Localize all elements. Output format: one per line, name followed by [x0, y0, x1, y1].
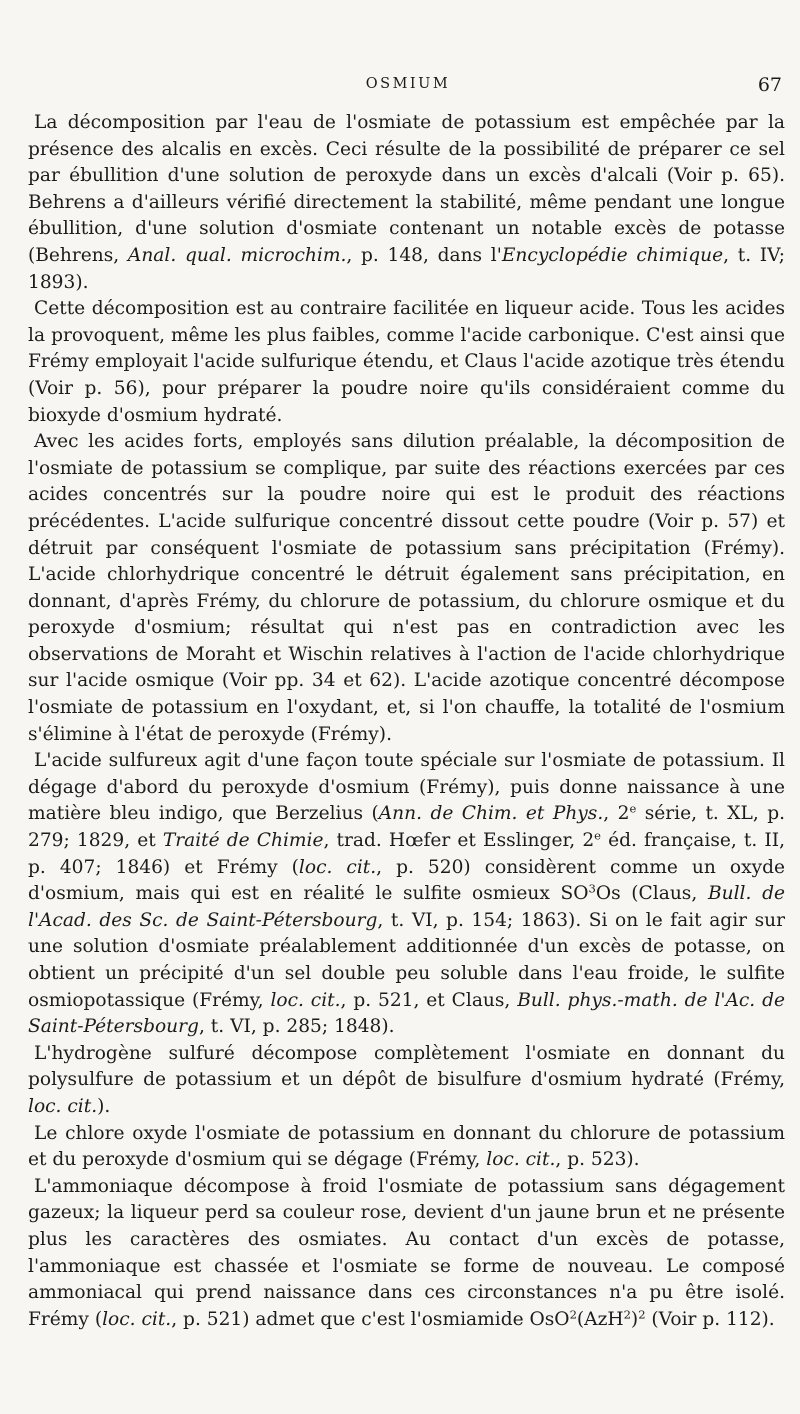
- paragraph: [28, 1041, 785, 1121]
- text-run: , trad. Hœfer et Esslinger, 2: [323, 830, 595, 852]
- text-run: (AzH: [576, 1308, 624, 1330]
- citation-italic: loc. cit.: [270, 989, 341, 1011]
- text-run: Os (Claus,: [595, 883, 708, 905]
- text-run: Le chlore oxyde l'osmiate de potassium en donnant du chlorure de potassium et du peroxyde d'osmium qui se dégage (Frémy,: [28, 1122, 785, 1171]
- text-run: , t. VI, p. 285; 1848).: [198, 1016, 395, 1038]
- text-run: ): [630, 1308, 639, 1330]
- citation-italic: Encyclopédie chimique: [501, 244, 724, 266]
- running-title: OSMIUM: [365, 76, 451, 92]
- page-header: [34, 76, 782, 100]
- superscript: e: [594, 828, 601, 843]
- superscript: 2: [623, 1307, 631, 1322]
- text-run: ).: [97, 1095, 111, 1117]
- text-run: , p. 521, et Claus,: [340, 989, 518, 1011]
- citation-italic: loc. cit.: [28, 1095, 98, 1117]
- text-run: (Voir p. 112).: [645, 1308, 775, 1330]
- superscript: 3: [588, 881, 596, 896]
- superscript: 2: [569, 1307, 577, 1322]
- text-run: , p. 523).: [555, 1149, 640, 1171]
- paragraph: [28, 1121, 785, 1174]
- page-number: 67: [757, 74, 782, 96]
- superscript: 2: [638, 1307, 646, 1322]
- citation-italic: Ann. de Chim. et Phys.: [378, 803, 604, 825]
- text-run: Cette décomposition est au contraire facilitée en liqueur acide. Tous les acides la provoquent, même les plus faibles, comme l'acide carbonique. C'est ainsi que Frémy employait l'acide sulfurique étendu, et Claus l'acide azotique très étendu (Voir p. 56), pour préparer la poudre noire qu'ils considéraient comme du bioxyde d'osmium hydraté.: [28, 298, 785, 426]
- text-run: série, t. XL, p. 279; 1829, et: [28, 803, 786, 852]
- paragraph: [28, 429, 785, 748]
- paragraph: [28, 748, 785, 1041]
- text-run: , 2: [603, 803, 630, 825]
- citation-italic: Traité de Chimie: [162, 830, 324, 852]
- superscript: e: [629, 802, 637, 817]
- text-run: , p. 521) admet que c'est l'osmiamide OsO: [171, 1308, 570, 1330]
- text-run: éd. française, t. II, p. 407; 1846) et Frémy (: [28, 830, 785, 878]
- text-run: L'ammoniaque décompose à froid l'osmiate de potassium sans dégagement gazeux; la liqueur perd sa couleur rose, devient d'un jaune brun et ne présente plus les caractères des osmiates. Au contact d'un excès de potasse, l'ammoniaque est chassée et l'osmiate se forme de nouveau. Le composé ammoniacal qui prend naissance dans ces circonstances n'a pu être isolé. Frémy (: [28, 1175, 785, 1330]
- citation-italic: loc. cit.: [298, 856, 377, 878]
- text-run: , t. VI, p. 154; 1863). Si on le fait agir sur une solution d'osmiate préalablement additionnée d'un excès de potasse, on obtient un précipité d'un sel double peu soluble dans l'eau froide, le sulfite osmiopotassique (Frémy,: [28, 909, 785, 1011]
- citation-italic: Bull. de l'Acad. des Sc. de Saint-Pétersbourg: [28, 883, 785, 931]
- text-run: L'hydrogène sulfuré décompose complètement l'osmiate en donnant du polysulfure de potassium et un dépôt de bisulfure d'osmium hydraté (Frémy,: [28, 1042, 785, 1091]
- text-run: , p. 520) considèrent comme un oxyde d'osmium, mais qui est en réalité le sulfite osmieux SO: [28, 856, 785, 905]
- paragraph: [28, 110, 785, 296]
- citation-italic: Bull. phys.-math. de l'Ac. de Saint-Pétersbourg: [28, 989, 785, 1038]
- text-run: La décomposition par l'eau de l'osmiate de potassium est empêchée par la présence des alcalis en excès. Ceci résulte de la possibilité de préparer ce sel par ébullition d'une solution de peroxyde dans un excès d'alcali (Voir p. 65). Behrens a d'ailleurs vérifié directement la stabilité, même pendant une longue ébullition, d'une solution d'osmiate contenant un notable excès de potasse (Behrens,: [28, 112, 785, 266]
- citation-italic: loc. cit.: [102, 1308, 172, 1330]
- text-run: , p. 148, dans l': [346, 244, 502, 266]
- paragraph: [28, 296, 785, 429]
- citation-italic: loc. cit.: [486, 1149, 556, 1171]
- body-text: [28, 110, 785, 1333]
- text-run: L'acide sulfureux agit d'une façon toute spéciale sur l'osmiate de potassium. Il dégage d'abord du peroxyde d'osmium (Frémy), puis donne naissance à une matière bleu indigo, que Berzelius (: [28, 750, 785, 825]
- text-run: , t. IV; 1893).: [28, 244, 785, 293]
- citation-italic: Anal. qual. microchim.: [127, 244, 347, 266]
- text-run: Avec les acides forts, employés sans dilution préalable, la décomposition de l'osmiate de potassium se complique, par suite des réactions exercées par ces acides concentrés sur la poudre noire qui est le produit des réactions précédentes. L'acide sulfurique concentré dissout cette poudre (Voir p. 57) et détruit par conséquent l'osmiate de potassium sans précipitation (Frémy). L'acide chlorhydrique concentré le détruit également sans précipitation, en donnant, d'après Frémy, du chlorure de potassium, du chlorure osmique et du peroxyde d'osmium; résultat qui n'est pas en contradiction avec les observations de Moraht et Wischin relatives à l'action de l'acide chlorhydrique sur l'acide osmique (Voir pp. 34 et 62). L'acide azotique concentré décompose l'osmiate de potassium en l'oxydant, et, si l'on chauffe, la totalité de l'osmium s'élimine à l'état de peroxyde (Frémy).: [28, 431, 785, 745]
- paragraph: [28, 1174, 785, 1334]
